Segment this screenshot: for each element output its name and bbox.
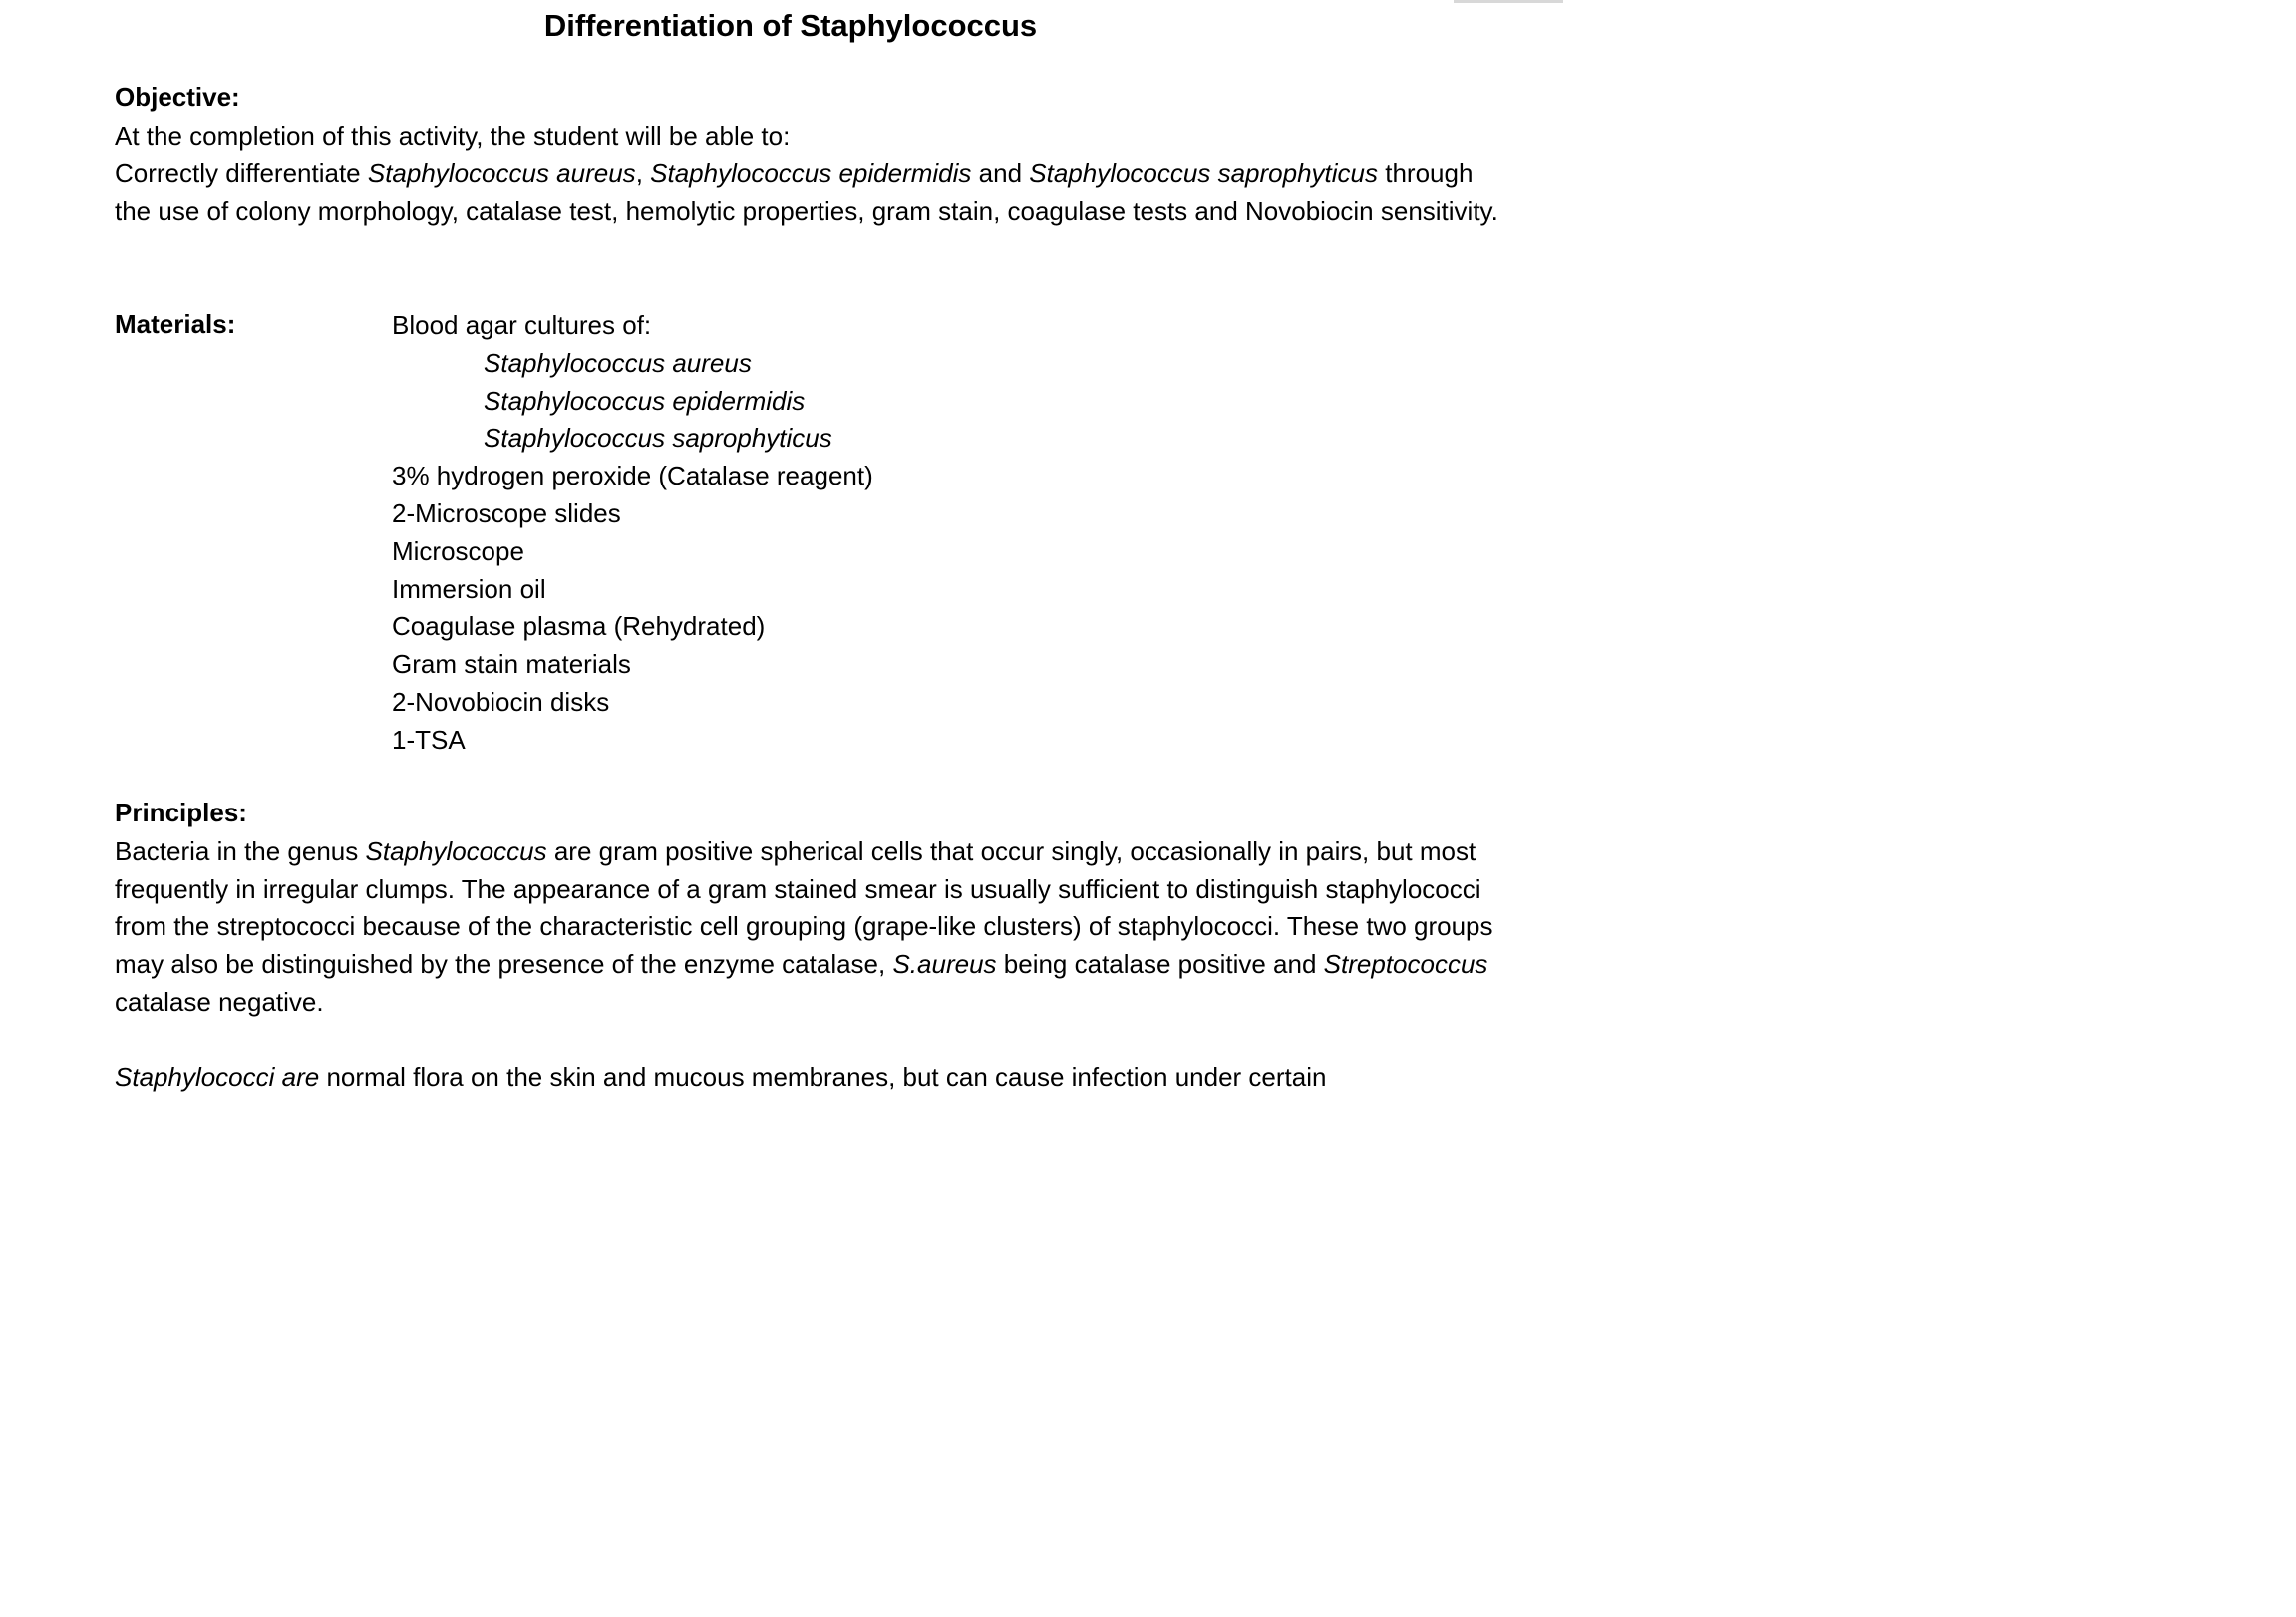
principles-organism: Streptococcus [1323, 949, 1488, 980]
materials-item: Coagulase plasma (Rehydrated) [392, 611, 766, 642]
principles-text: being catalase positive and [996, 949, 1324, 980]
document-title: Differentiation of Staphylococcus [543, 8, 1038, 43]
principles-paragraph-1 [115, 833, 1510, 1022]
materials-item: 2-Novobiocin disks [392, 686, 610, 717]
materials-item: Immersion oil [392, 573, 546, 604]
materials-item: Blood agar cultures of: [392, 310, 652, 340]
principles-text: normal flora on the skin and mucous membranes, but can cause infection under certain [319, 1062, 1327, 1092]
materials-list [392, 307, 873, 760]
principles-heading: Principles: [115, 798, 247, 827]
objective-organism: Staphylococcus aureus [367, 159, 636, 188]
materials-item: 2-Microscope slides [392, 497, 621, 528]
principles-organism: Staphylococcus [365, 836, 547, 866]
materials-item: 1-TSA [392, 724, 466, 755]
principles-text: Bacteria in the genus [115, 836, 366, 866]
principles-text: are gram positive spherical cells that occur singly, occasionally in pairs, but most frequently in irregular clumps. The appearance of a gram stained smear is usually sufficient to distinguish staphylococci from the streptococci because of the characteristic cell grouping (grape-like clusters) of staphylococci. These two groups may also be distinguished by the presence of the enzyme catalase, [115, 836, 1493, 980]
materials-item: 3% hydrogen peroxide (Catalase reagent) [392, 461, 873, 491]
objective-organism: Staphylococcus saprophyticus [1029, 159, 1378, 188]
principles-organism: Staphylococci are [115, 1062, 320, 1092]
objective-text: through the use of colony morphology, catalase test, hemolytic properties, gram stain, coagulase tests and Novobiocin sensitivity. [115, 159, 1498, 226]
objective-heading: Objective: [115, 82, 240, 112]
page-corner-mark [1454, 0, 1563, 3]
principles-organism: S.aureus [892, 949, 997, 980]
materials-item: Staphylococcus aureus [484, 347, 752, 378]
objective-paragraph [115, 156, 1510, 230]
objective-intro: At the completion of this activity, the student will be able to: [115, 121, 791, 151]
objective-text: and [971, 159, 1030, 188]
objective-text: Correctly differentiate [115, 159, 368, 188]
materials-item: Gram stain materials [392, 649, 631, 680]
principles-text: catalase negative. [115, 986, 324, 1017]
materials-item: Microscope [392, 535, 524, 566]
materials-item: Staphylococcus epidermidis [484, 385, 806, 416]
objective-organism: Staphylococcus epidermidis [650, 159, 972, 188]
materials-item: Staphylococcus saprophyticus [484, 423, 832, 454]
principles-paragraph-2 [115, 1059, 1510, 1097]
materials-heading: Materials: [115, 309, 236, 339]
objective-text: , [635, 159, 651, 188]
